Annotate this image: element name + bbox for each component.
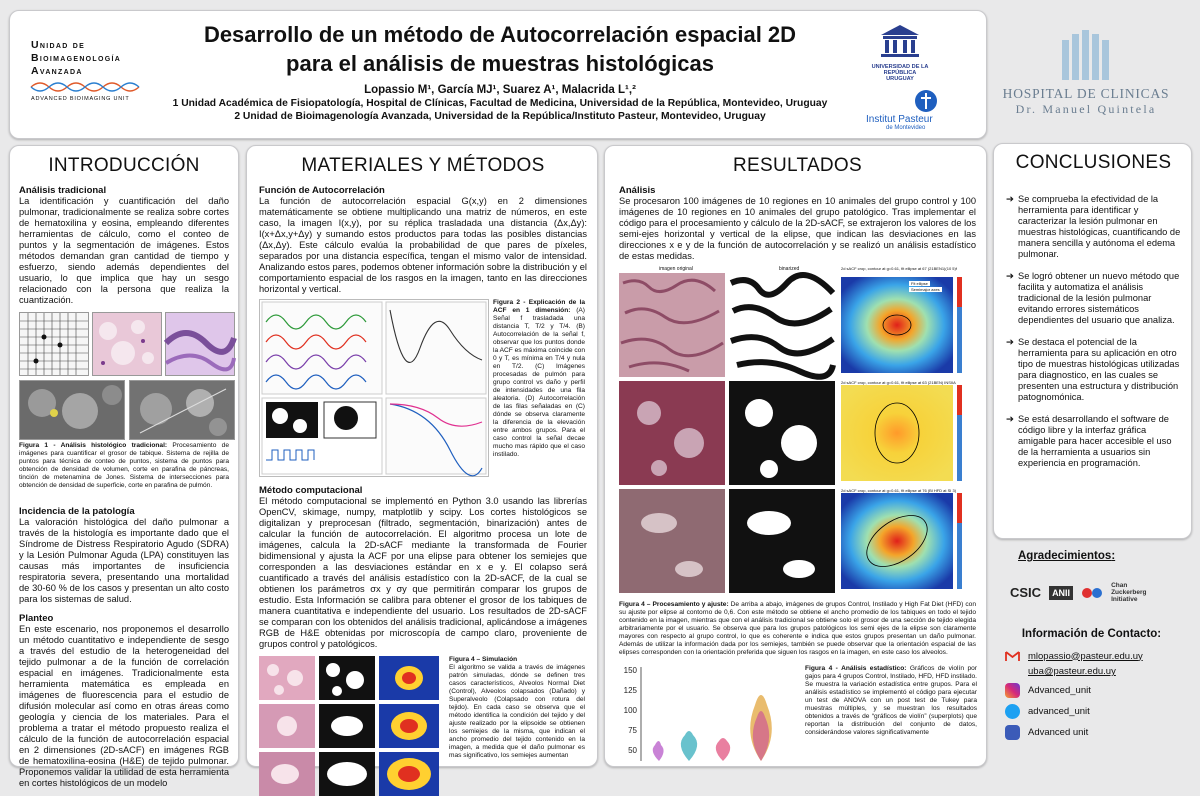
results-title: RESULTADOS — [733, 155, 862, 176]
fig1-images — [19, 312, 229, 442]
title-line2: para el análisis de muestras histológicas — [286, 51, 714, 76]
contact-facebook-row[interactable] — [993, 725, 1190, 740]
methods-s1-text: La función de autocorrelación espacial G(x,y) en 2 dimensiones matemáticamente se obtiene multiplicando una matriz de números, en este caso, la imagen I(x,y), por su réplica trasladada una distancia (Δx,Δy): I(x+Δx,y+Δy) y sumando estos productos para todas las posibles distancias (Δx,Δy). Este cálculo evalúa la probabilidad de que pares de píxeles, separados por una distancia específica, tengan el mismo valor de intensidad. Analizando estos pares, podemos obtener información sobre la distribución y el comportamiento espacial de los rasgos en la imagen, tanto en las direcciones horizontal y vertical. — [259, 196, 587, 294]
conclusion-item — [1006, 337, 1181, 403]
fig4-sim-block — [259, 656, 587, 796]
fig1-caption-text: Procesamiento de imágenes para cuantificar el grosor de tabique. Sistema de rejilla de puntos para técnica de conteo de puntos, sistema de puntos para obtención de densidad de volumen, corte en parafina de páncreas, tinción de metenamina de Jones. Sistema de intersecciones para obtención de densidad de superficie, corte en parafina de pulmón. — [19, 442, 230, 489]
violin-y-ticks — [624, 666, 638, 755]
methods-s2-title: Método computacional — [259, 485, 363, 496]
fig2-signal-plots — [259, 299, 489, 477]
arrow-icon: ➔ — [1006, 271, 1014, 281]
anii-logo: ANII — [1049, 586, 1073, 600]
results-s1-text: Se procesaron 100 imágenes de 10 regiones en 10 animales del grupo control y 100 imágenes de 10 regiones en 10 animales del grupo patológico. Tras implementar el código para el procesamiento y cálculo de la 2D-sACF, se extrajeron los valores de los semi-ejes horizontal y vertical de la elipse, que indican las desviaciones en las direcciones x e y de la función de autocorrelación y se realizó un análisis estadístico de estas medidas. — [619, 196, 976, 261]
conclusion-text: Se logró obtener un nuevo método que facilita y automatiza el análisis tradicional de la lesión pulmonar evitando errores sistemáticos dependientes del usuario que analiza. — [1018, 271, 1180, 325]
udelar-line1: UNIVERSIDAD DE LA REPÚBLICA — [871, 64, 929, 76]
ack-title-text: Agradecimientos — [1018, 550, 1112, 562]
violin-block — [619, 665, 976, 785]
conclusion-text: Se comprueba la efectividad de la herramienta para identificar y caracterizar la lesión pulmonar en muestras histológicas, cuantificando de manera sencilla y autónoma el edema pulmonar. — [1018, 194, 1181, 259]
facebook-handle[interactable]: Advanced unit — [1028, 727, 1089, 738]
results-panel — [604, 145, 987, 767]
map-title-3: 2d sACF crop, contour at g=0.61, fit ellipse at 76 (Bl HFD at SI 3) — [841, 488, 957, 493]
gmail-icon — [1005, 650, 1020, 662]
intro-s3-text: En este escenario, nos proponemos el desarrollo un método cuantitativo e independiente de sesgo a través del estudio de la heterogeneidad del tejido pulmonar a de la función de correlación espacial en imágenes. Tradicionalmente esta herramienta matemática es empleada en imágenes de fluorescencia para el estudio de difusión molecular así como en otras áreas como geología y ciencia de los materiales. Para el problema a tratar el método propuesto realiza el cálculo de la función de autocorrelación espacial en 2 dimensiones (2D-sACF) en imágenes RGB de hematoxilina-eosina (H&E) de tejido pulmonar. Proponemos validar la utilidad de esta herramienta en cortes histológicos de un modelo — [19, 624, 229, 788]
udelar-logo — [855, 23, 945, 82]
fig2-caption-text: (A) Señal f trasladada una distancia T, T/2 y T/4. (B) Autocorrelación de la señal f, observar que los puntos donde la ACF es máxima coincide con 0 y T, es mínima en T/4 y nula en T/2. (C) Imágenes procesadas de pulmón para grupo control vs daño y perfil de intensidades de una fila aleatoria. (D) Autocorrelación de las filas señaladas en (C) dónde se observa claramente la diferencia de la elevación entre ambos grupos. Para el caso control la señal decae mucho mas rápido que el caso instilado. — [493, 307, 586, 458]
processing-figure — [619, 273, 975, 595]
arrow-icon: ➔ — [1006, 194, 1014, 204]
instagram-handle[interactable]: Advanced_unit — [1028, 685, 1091, 696]
contact-panel — [993, 625, 1190, 765]
hospital-logo — [992, 30, 1180, 117]
methods-title: MATERIALES Y MÉTODOS — [301, 155, 545, 176]
map-title-2: 2d sACF crop, contour at g=0.61, fit ellipse at 63 (21BEN) INSIIA — [841, 380, 956, 385]
violin-caption-text: Gráficos de violín por gajos para 4 grupos Control, Instilado, HFD, HFD instilado. Se muestra la variación estadística entre grupos. Para el análisis estadístico se implementó el código para ejecutar un test de ANOVA con un post test de Tukey para muestras múltiples, y se muestran los resultados obtenidos a través de “gráficos de violín” (superplots) que reportan la distribución del conjunto de datos, considerándose valores significativamente — [805, 665, 977, 736]
affiliation-1: 1 Unidad Académica de Fisiopatología, Hospital de Clínicas, Facultad de Medicina, Universidad de la República, Montevideo, Uruguay — [172, 98, 828, 109]
pasteur-line1: Institut Pasteur — [866, 114, 933, 125]
unit-logo-line1: Unidad de — [31, 39, 86, 51]
conclusion-item — [1006, 414, 1181, 469]
methods-s2-text: El método computacional se implementó en Python 3.0 usando las librerías OpenCV, skimage, numpy, matplotlib y scipy. Los cortes histológicos se digitalizan y preprocesan (filtrado, segmentación, binarización) antes de calcular la función de autocorrelación. El algoritmo procesa un lote de imágenes, calcula la 2D-sACF mediante la transformada de Fourier bidimensional y ajusta la ACF por una elipse para obtener los semiejes que corresponden a las desviaciones estándar en x e y. El colapso será cuantificado a través del análisis estadístico con la 2D-sACF, de la cual se obtienen los parámetros σx y σy que permitirán comparar los grupos de estudio. Esta Información se calibra para obtener el grosor de los tabiques de manera cuantitativa e independiente del usuario. Los resultados de 2D-sACF se comparan con los obtenidos del análisis tradicional, aplicándose a imágenes RGB de H&E obtenidas por microscopía de campo claro, proveniente de grupos control y patológicos. — [259, 496, 587, 649]
violin-control — [653, 741, 664, 761]
conclusion-text: Se está desarrollando el software de código libre y la interfaz gráfica amigable para hacer accesible el uso de la herramienta a usuarios sin experiencia en programación. — [1018, 414, 1172, 468]
column-label-binarized: binarized — [779, 266, 800, 272]
unit-logo — [31, 39, 151, 102]
unit-logo-line2: Bioimagenología — [31, 52, 122, 64]
results-fig4-caption-text: De arriba a abajo, imágenes de grupos Control, Instilado y High Fat Diet (HFD) con su ajuste por elipse al contorno de 0,6. Con este método se obtiene el ancho promedio de los tabiques en todo el tejido contenido en la imagen, mientras que con el análisis tradicional se obtiene solo el grosor de una sección de tejido elegida arbitrariamente por el usuario. Se observa que para los grupos patológicos los semi ejes de la elipse son claramente mayores con respecto al grupo control, lo que es coherente e indica que estos grupos presentan un daño pulmonar. Además de utilizar la información dada por los semiejes, también se puede observar que la orientación espacial de las elipses corresponden con la orientación preferida que siguen los rasgos en la imagen, en este caso los alveolos. — [619, 601, 976, 656]
violin-hfd — [716, 738, 730, 761]
lung-grayscale-image-2 — [129, 380, 235, 440]
violin-caption — [805, 665, 977, 737]
violin-plot — [619, 665, 791, 765]
ack-logos — [1010, 582, 1190, 603]
conclusion-text: Se destaca el potencial de la herramienta para su aplicación en otro tipo de muestras histológicas utilizadas para diagnostico, en las cuales se presenten una estructura y distribución patognomónica. — [1018, 337, 1180, 402]
czi-logo: Chan Zuckerberg Initiative — [1111, 582, 1147, 603]
violin-caption-bold: Figura 4 - Análisis estadístico: — [805, 665, 907, 672]
dna-wave-icon — [31, 80, 141, 94]
legend-semimajor: Semimajor axes — [911, 287, 940, 292]
legend-fit-ellipse: Fit ellipse — [911, 281, 928, 286]
authors: Lopassio M¹, García MJ¹, Suarez A¹, Malacrida L¹,² — [364, 84, 636, 96]
pasteur-emblem-icon — [914, 89, 938, 113]
results-fig4-caption — [619, 601, 976, 657]
intro-s2-title: Incidencia de la patología — [19, 506, 135, 517]
email-2[interactable]: uba@pasteur.edu.uy — [1028, 666, 1116, 677]
intro-s1-title: Análisis tradicional — [19, 185, 107, 196]
violin-tick: 100 — [623, 706, 637, 715]
methods-s1-title: Función de Autocorrelación — [259, 185, 385, 196]
intro-s3-title: Planteo — [19, 613, 54, 624]
arrow-icon: ➔ — [1006, 414, 1014, 424]
twitter-handle[interactable]: advanced_unit — [1028, 706, 1090, 717]
affiliation-2: 2 Unidad de Bioimagenología Avanzada, Universidad de la República/Instituto Pasteur, Montevideo, Uruguay — [234, 111, 766, 122]
acknowledgements — [1000, 550, 1190, 603]
pasteur-line2: de Montevideo — [886, 125, 926, 131]
conclusion-item — [1006, 271, 1181, 326]
udelar-line2: URUGUAY — [886, 76, 914, 82]
intro-s1-text: La identificación y cuantificación del daño pulmonar, tradicionalmente se realiza sobre cortes de hematoxilina y eosina, empleando diferentes herramientas de cálculo, como el conteo de puntos y la segmentación de imágenes. Estos métodos demandan gran cantidad de tiempo y esfuerzo, siendo además dependientes del usuario, lo que implica que hay un sesgo relacionado con la persona que realiza la cuantización. — [19, 196, 229, 305]
violin-instilado — [681, 731, 697, 761]
results-s1-title: Análisis — [619, 185, 656, 196]
fig4-sim-caption-bold: Figura 4 – Simulación — [449, 656, 518, 663]
violin-tick: 150 — [623, 666, 637, 675]
title-line1: Desarrollo de un método de Autocorrelación espacial 2D — [203, 22, 797, 47]
university-building-icon — [877, 23, 923, 59]
column-label-original: imagen original — [659, 266, 693, 272]
histology-image-2 — [165, 312, 235, 376]
hospital-line2: Dr. Manuel Quintela — [1015, 102, 1157, 116]
hospital-building-icon — [1056, 30, 1116, 82]
lung-grayscale-image-1 — [19, 380, 125, 440]
contact-email-row[interactable] — [993, 650, 1190, 662]
violin-tick: 50 — [628, 746, 637, 755]
intro-s2-text: La valoración histológica del daño pulmonar a través de la histología es importante dado que el Síndrome de Distress Respiratorio Agudo (SDRA) y la Lesión Pulmonar Aguda (LPA) constituyen las causas más importantes de insuficiencia respiratoria severa, presentando una mortalidad de 30-60 % de los casos y presentan un alto costo para los sistemas de salud. — [19, 517, 229, 604]
fig2-caption-bold: Figura 2 - Explicación de la ACF en 1 dimensión: — [493, 299, 585, 314]
contact-email2-row[interactable] — [993, 666, 1190, 677]
conclusions-title: CONCLUSIONES — [1015, 152, 1172, 173]
conclusions-panel — [993, 143, 1192, 539]
simulation-images — [259, 656, 441, 796]
point-grid-image — [19, 312, 89, 376]
hospital-line1: HOSPITAL DE CLINICAS — [1002, 86, 1170, 101]
email-1[interactable]: mlopassio@pasteur.edu.uy — [1028, 650, 1143, 662]
contact-twitter-row[interactable] — [993, 704, 1190, 719]
unit-logo-line3: Avanzada — [31, 65, 83, 77]
instagram-icon — [1005, 683, 1020, 698]
facebook-icon — [1005, 725, 1020, 740]
fig4-sim-caption — [449, 656, 585, 760]
fig4-processing — [619, 266, 976, 596]
ack-title: Agradecimientos: — [1018, 550, 1116, 562]
histology-image-1 — [92, 312, 162, 376]
contact-instagram-row[interactable] — [993, 683, 1190, 698]
fig1-caption-bold: Figura 1 - Análisis histológico tradicional: — [19, 442, 168, 449]
intro-title: INTRODUCCIÓN — [48, 155, 200, 176]
map-title-1: 2d sACF crop, contour at g=0.61, fit ellipse at 67 (21BEN1)(10 5)f — [841, 266, 957, 271]
csic-logo: CSIC — [1010, 585, 1042, 600]
fig4-sim-caption-text: El algoritmo se valida a través de imágenes patrón simuladas, dónde se definen tres casos característicos, Alveolos Normal Diet (Control), Alveolos colapsados (Dañado) y Superalveolo (Colapsado con rotura del tejido). En cada caso se observa que el método identifica la condición del tejido y del ajuste realizado por la elipsoide se obtienen los semiejes de la misma, que indican el ancho promedio del tejido contenido en la imagen, a medida que el daño pulmonar es mas significativo, los semiejes aumentan — [449, 664, 585, 759]
conclusions-list — [1006, 194, 1181, 469]
fig2-caption — [493, 299, 585, 459]
pedeciba-icon — [1081, 584, 1103, 602]
contact-title: Información de Contacto: — [1021, 628, 1162, 640]
methods-panel — [246, 145, 598, 767]
header-banner — [9, 10, 987, 139]
twitter-icon — [1005, 704, 1020, 719]
intro-panel — [9, 145, 239, 788]
violin-tick: 75 — [628, 726, 637, 735]
violin-tick: 125 — [623, 686, 637, 695]
fig2-block — [259, 299, 587, 479]
poster-title — [160, 20, 840, 122]
conclusion-item — [1006, 194, 1181, 260]
results-fig4-caption-bold: Figura 4 – Procesamiento y ajuste: — [619, 601, 729, 608]
unit-logo-tag: ADVANCED BIOIMAGING UNIT — [31, 96, 130, 102]
fig1-caption — [19, 442, 229, 490]
arrow-icon: ➔ — [1006, 337, 1014, 347]
